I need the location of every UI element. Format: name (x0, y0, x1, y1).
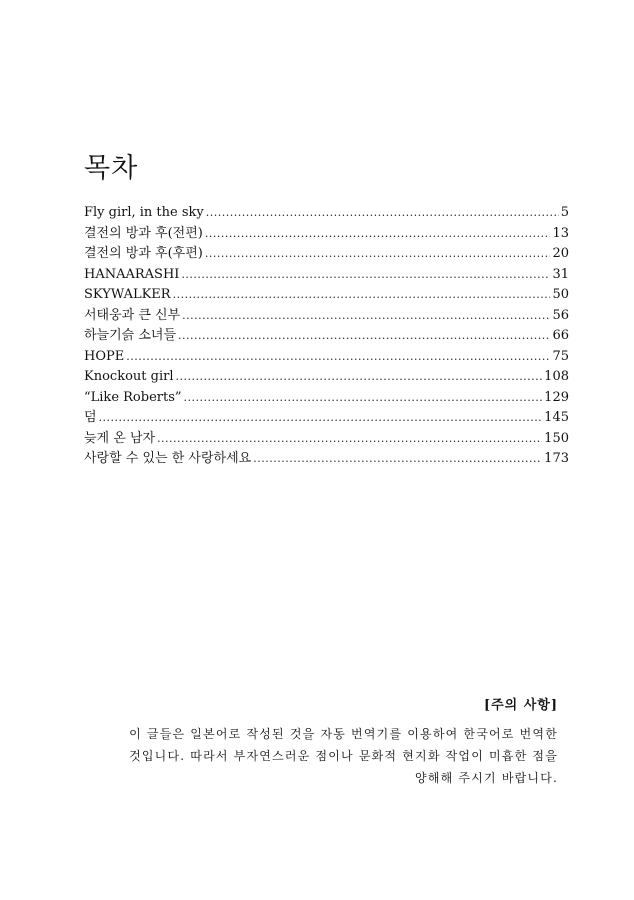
toc-entry-page: 20 (552, 246, 569, 261)
toc-entry-title: Knockout girl (84, 369, 174, 384)
toc-entry-page: 5 (560, 205, 569, 220)
toc-entry-page: 13 (552, 225, 569, 241)
toc-entry-page: 145 (544, 410, 569, 425)
toc-entry (84, 388, 569, 409)
notice-title: [주의 사항] (483, 698, 558, 713)
toc-leader-dots (173, 285, 551, 306)
notice-line: 양해해 주시기 바랍니다. (415, 771, 558, 785)
toc-entry (84, 449, 569, 470)
toc-entry-title: Fly girl, in the sky (84, 205, 204, 220)
toc-entry-title: 결전의 방과 후(전편) (84, 225, 203, 241)
toc-leader-dots (253, 449, 542, 470)
toc-entry-title: 하늘기슭 소녀들 (84, 328, 177, 343)
toc-leader-dots (126, 347, 550, 368)
toc-entry-title: 늦게 온 남자 (84, 430, 156, 446)
toc-entry (84, 408, 569, 429)
toc-entry-page: 31 (552, 266, 569, 282)
toc-entry-title: 덤 (84, 410, 97, 425)
toc-entry (84, 306, 569, 327)
toc-leader-dots (184, 388, 543, 409)
toc-entry (84, 429, 569, 450)
toc-leader-dots (182, 306, 550, 327)
toc-leader-dots (157, 429, 542, 450)
toc-entry-title: HANAARASHI (84, 266, 180, 282)
toc-leader-dots (205, 244, 551, 265)
toc-leader-dots (206, 203, 559, 224)
toc-entry-page: 50 (552, 287, 569, 302)
toc-leader-dots (99, 408, 543, 429)
toc-entry-title: “Like Roberts” (84, 389, 182, 405)
toc-list (84, 203, 569, 470)
toc-entry (84, 347, 569, 368)
toc-entry (84, 285, 569, 306)
notice-line: 것입니다. 따라서 부자연스러운 점이나 문화적 현지화 작업이 미흡한 점을 (129, 749, 558, 763)
toc-leader-dots (205, 224, 551, 245)
toc-heading: 목차 (84, 153, 139, 184)
toc-entry (84, 244, 569, 265)
toc-entry (84, 224, 569, 245)
toc-leader-dots (181, 265, 550, 286)
toc-entry-page: 108 (544, 369, 569, 384)
toc-entry-title: HOPE (84, 348, 125, 364)
toc-entry (84, 367, 569, 388)
toc-entry (84, 265, 569, 286)
toc-leader-dots (178, 326, 550, 347)
toc-entry-title: SKYWALKER (84, 287, 171, 302)
toc-entry-page: 75 (552, 348, 569, 364)
toc-entry-title: 결전의 방과 후(후편) (84, 246, 203, 261)
toc-entry-title: 사랑할 수 있는 한 사랑하세요 (84, 451, 252, 466)
translation-notice (88, 694, 558, 789)
toc-entry (84, 203, 569, 224)
toc-leader-dots (175, 367, 542, 388)
toc-entry-page: 66 (552, 328, 569, 343)
toc-entry-title: 서태웅과 큰 신부 (84, 307, 181, 323)
toc-entry-page: 173 (544, 451, 569, 466)
toc-entry-page: 129 (544, 389, 569, 405)
toc-entry-page: 150 (544, 430, 569, 446)
notice-line: 이 글들은 일본어로 작성된 것을 자동 번역기를 이용하여 한국어로 번역한 (129, 727, 558, 741)
toc-entry-page: 56 (552, 307, 569, 323)
toc-entry (84, 326, 569, 347)
